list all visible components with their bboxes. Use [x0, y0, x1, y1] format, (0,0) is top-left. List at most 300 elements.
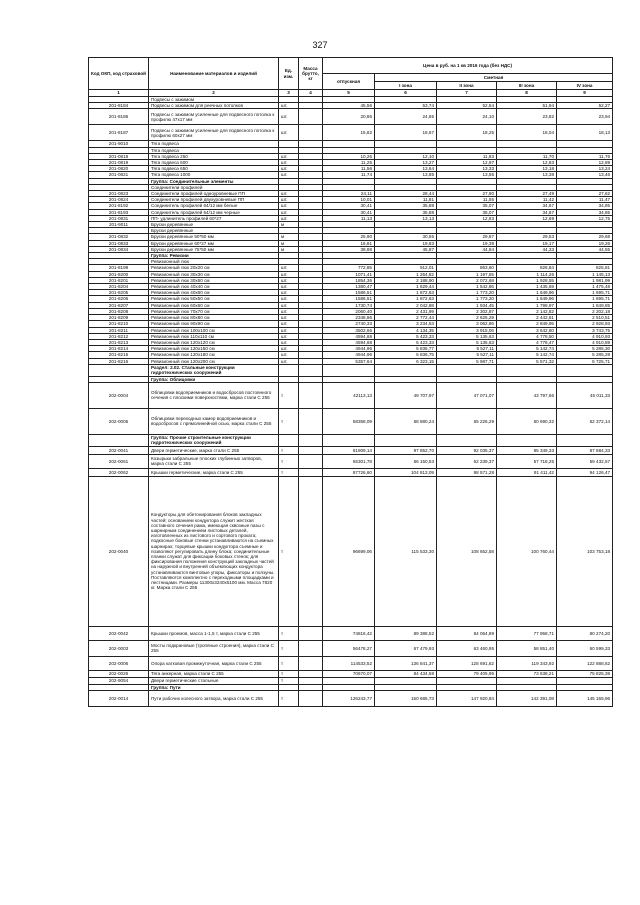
item-zone3-price: 2 142,82 [497, 308, 557, 314]
item-release-price: 1586,51 [323, 296, 375, 302]
item-unit: шт. [279, 209, 299, 215]
column-number: 8 [497, 90, 557, 97]
item-zone3-price: 19,17 [497, 240, 557, 246]
item-code: 202-0005 [89, 408, 149, 434]
item-code: 201-8192 [89, 203, 149, 209]
item-unit: м [279, 240, 299, 246]
item-zone1-price: 3 234,53 [375, 321, 437, 327]
item-name: Ревизионный люк 50х50 см [149, 296, 279, 302]
item-name: Подвесы с зажимом для реечных потолков [149, 103, 279, 109]
item-zone4-price: 11,47 [557, 197, 613, 203]
item-zone2-price: 128 691,62 [437, 656, 497, 670]
item-release-price: 38,88 [323, 246, 375, 252]
item-code: 201-0818 [89, 153, 149, 159]
item-release-price: 16,81 [323, 240, 375, 246]
item-release-price: 4944,96 [323, 352, 375, 358]
item-zone2-price: 92 035,37 [437, 446, 497, 454]
item-unit: шт. [279, 153, 299, 159]
item-name: Раздел: 2.02. Стальные конструкции гидротехнических сооружений [149, 364, 279, 376]
item-name: Ревизионный люк 120х150 см [149, 346, 279, 352]
col-price-header: Цена в руб. на 1 кв 2016 года (без НДС) [323, 58, 613, 74]
item-release-price: 1380,47 [323, 284, 375, 290]
item-release-price: 1586,51 [323, 290, 375, 296]
item-zone3-price: 100 760,44 [497, 476, 557, 626]
item-zone2-price: 98 571,28 [437, 468, 497, 476]
item-zone1-price: 912,01 [375, 265, 437, 271]
item-zone3-price: 4 778,50 [497, 333, 557, 339]
item-zone4-price: 2 510,51 [557, 315, 613, 321]
item-zone3-price: 27,49 [497, 191, 557, 197]
item-zone3-price: 44,33 [497, 246, 557, 252]
item-unit: шт. [279, 327, 299, 333]
item-zone1-price: 35,88 [375, 209, 437, 215]
table-body [89, 90, 613, 707]
item-zone2-price: 35,07 [437, 203, 497, 209]
item-zone2-price: 5 527,11 [437, 346, 497, 352]
col-name-header: Наименование материалов и изделий [149, 58, 279, 90]
item-mass [299, 364, 323, 376]
item-zone4-price [557, 364, 613, 376]
item-code: 201-8199 [89, 265, 149, 271]
item-zone1-price: 5 423,33 [375, 333, 437, 339]
item-zone3-price: 826,84 [497, 265, 557, 271]
item-unit: шт. [279, 103, 299, 109]
item-zone1-price: 18,67 [375, 125, 437, 141]
item-zone3-price [497, 364, 557, 376]
item-zone1-price: 104 813,09 [375, 468, 437, 476]
item-zone2-price: 12,97 [437, 160, 497, 166]
item-zone3-price: 34,67 [497, 209, 557, 215]
item-name: Ревизионный люк [149, 259, 279, 265]
item-release-price: 30,41 [323, 209, 375, 215]
item-mass [299, 468, 323, 476]
item-name: Ревизионный люк 30х60 см [149, 277, 279, 283]
item-code: 202-0062 [89, 468, 149, 476]
item-name: Ревизионный люк 40х60 см [149, 290, 279, 296]
item-zone2-price: 27,80 [437, 191, 497, 197]
item-release-price: 10,26 [323, 153, 375, 159]
item-code: 201-8200 [89, 271, 149, 277]
item-zone2-price: 79 405,95 [437, 670, 497, 677]
item-unit: шт. [279, 197, 299, 203]
item-name: Бруски деревянные [149, 222, 279, 228]
item-zone3-price: 142 391,08 [497, 691, 557, 707]
item-zone1-price: 53,74 [375, 103, 437, 109]
column-number: 7 [437, 90, 497, 97]
item-zone1-price [375, 434, 437, 446]
item-name: Ревизионный люк 110х110 см [149, 333, 279, 339]
item-zone1-price: 5 836,75 [375, 352, 437, 358]
item-code: 201-8193 [89, 209, 149, 215]
item-name: Пути рабочих колесного затвора, марка стали С 255 [149, 691, 279, 707]
item-unit: шт. [279, 166, 299, 172]
item-unit: шт. [279, 346, 299, 352]
item-zone2-price: 19,39 [437, 240, 497, 246]
item-zone3-price: 18,04 [497, 125, 557, 141]
item-zone1-price: 2 188,90 [375, 277, 437, 283]
item-release-price: 1854,36 [323, 277, 375, 283]
item-zone3-price: 3 642,80 [497, 327, 557, 333]
item-zone1-price: 4 134,35 [375, 327, 437, 333]
item-zone4-price: 13,46 [557, 172, 613, 178]
item-zone2-price: 11,83 [437, 153, 497, 159]
item-zone3-price: 12,69 [497, 215, 557, 221]
col-unit-header: Ед. изм. [279, 58, 299, 90]
item-zone3-price: 5 571,32 [497, 358, 557, 364]
item-zone2-price: 44,84 [437, 246, 497, 252]
item-code: 201-8201 [89, 277, 149, 283]
item-zone4-price: 103 753,18 [557, 476, 613, 626]
item-mass [299, 454, 323, 468]
table-row [89, 670, 613, 677]
item-zone3-price [497, 434, 557, 446]
item-zone1-price: 28,44 [375, 191, 437, 197]
item-zone2-price: 18,25 [437, 125, 497, 141]
col-zone3-header: III зона [497, 82, 557, 90]
item-code: 202-0040 [89, 476, 149, 626]
item-zone2-price: 2 302,87 [437, 308, 497, 314]
item-release-price: 3502,66 [323, 327, 375, 333]
item-mass [299, 640, 323, 656]
item-unit: т [279, 656, 299, 670]
item-name: Ревизионный люк 120х120 см [149, 339, 279, 345]
column-number: 2 [149, 90, 279, 97]
item-code: 201-8204 [89, 284, 149, 290]
item-release-price: 2740,33 [323, 321, 375, 327]
item-unit: м [279, 234, 299, 240]
item-zone3-price: 11,70 [497, 153, 557, 159]
item-unit: шт. [279, 109, 299, 125]
item-zone3-price: 12,83 [497, 160, 557, 166]
table-row [89, 656, 613, 670]
item-name: Ревизионный люк 60х60 см [149, 302, 279, 308]
item-zone3-price: 5 142,74 [497, 346, 557, 352]
table-row [89, 125, 613, 141]
item-zone3-price: 73 638,21 [497, 670, 557, 677]
item-release-price: 87726,60 [323, 468, 375, 476]
item-zone2-price: 29,87 [437, 234, 497, 240]
item-zone2-price [437, 434, 497, 446]
item-zone4-price: 62 372,14 [557, 408, 613, 434]
item-unit: шт. [279, 358, 299, 364]
item-zone1-price: 6 323,15 [375, 358, 437, 364]
item-zone4-price: 44,55 [557, 246, 613, 252]
item-code: 202-0042 [89, 626, 149, 640]
section-row [89, 364, 613, 376]
item-zone2-price: 5 135,63 [437, 339, 497, 345]
col-mass-header: Масса брутто, кг [299, 58, 323, 90]
col-release-header: отпускная [323, 74, 375, 90]
item-release-price: 10,01 [323, 197, 375, 203]
item-zone2-price: 2 625,29 [437, 315, 497, 321]
item-zone4-price: 1 475,48 [557, 284, 613, 290]
item-zone4-price [557, 677, 613, 684]
item-name: Ревизионный люк 40х40 см [149, 284, 279, 290]
item-unit: шт. [279, 265, 299, 271]
item-zone2-price: 1 773,20 [437, 290, 497, 296]
item-zone3-price: 2 442,81 [497, 315, 557, 321]
item-zone1-price: 2 431,99 [375, 308, 437, 314]
item-zone4-price: 23,94 [557, 109, 613, 125]
item-zone2-price: 52,54 [437, 103, 497, 109]
item-zone2-price: 35,07 [437, 209, 497, 215]
item-zone2-price: 11,55 [437, 197, 497, 203]
item-code: 201-0824 [89, 197, 149, 203]
item-release-price: 11,13 [323, 215, 375, 221]
item-code: 201-8215 [89, 352, 149, 358]
item-zone2-price: 1 773,20 [437, 296, 497, 302]
item-zone1-price: 12,10 [375, 153, 437, 159]
table-row [89, 476, 613, 626]
item-zone4-price: 2 202,18 [557, 308, 613, 314]
item-mass [299, 656, 323, 670]
item-name: Мосты подкрановые (тропяные строения), марка стали С 255 [149, 640, 279, 656]
item-code [89, 364, 149, 376]
item-code: 201-0833 [89, 240, 149, 246]
item-release-price: 56478,27 [323, 640, 375, 656]
item-release-price: 1730,74 [323, 302, 375, 308]
item-zone3-price: 77 958,71 [497, 626, 557, 640]
item-release-price: 70670,07 [323, 670, 375, 677]
col-code-header: Код ОКП, код страховой [89, 58, 149, 90]
item-zone1-price: 24,65 [375, 109, 437, 125]
item-zone3-price: 11,42 [497, 197, 557, 203]
item-zone3-price: 58 851,40 [497, 640, 557, 656]
item-zone4-price: 2 928,93 [557, 321, 613, 327]
item-zone2-price: 47 071,07 [437, 382, 497, 408]
item-release-price: 58358,09 [323, 408, 375, 434]
item-zone1-price: 49 707,97 [375, 382, 437, 408]
item-release-price: 24,11 [323, 191, 375, 197]
item-unit: шт. [279, 290, 299, 296]
item-zone4-price: 11,76 [557, 153, 613, 159]
item-code: 202-0041 [89, 446, 149, 454]
item-zone2-price: 108 652,58 [437, 476, 497, 626]
item-name: Ревизионный люк 80х80 см [149, 315, 279, 321]
item-code: 201-8184 [89, 103, 149, 109]
item-release-price [323, 677, 375, 684]
item-code: 201-9010 [89, 141, 149, 147]
item-zone1-price: 5 836,77 [375, 346, 437, 352]
item-name: Опора катковая промежуточная, марка стали С 255 [149, 656, 279, 670]
item-zone4-price: 5 725,71 [557, 358, 613, 364]
item-zone2-price: 5 527,11 [437, 352, 497, 358]
item-release-price: 55301,78 [323, 454, 375, 468]
item-zone2-price: 12,83 [437, 215, 497, 221]
item-name: Ревизионный люк 120х180 см [149, 352, 279, 358]
item-name: Кондукторы для обетонирования блоков закладных частей; основанием кондуктора служит жесткая составного сечения рама, имеющая сквозные пазы с шарнирным соединением листовых деталей, изготовленных из листового и сортового проката; подкосные боковые стенки устанавливаются на съемных шарнирах; торцевые крышки кондуктора съемные и позволяют регулировать длину блока; соединительные планки служат для фиксации боковых стенок; для фиксирования положения конструкций закладных частей на наружной и внутренней объемлющих кондуктора устанавливаются винтовые упоры, фиксаторы и ползуны. Поставляются комплектно с переходными площадками и лестницами. Размеры 11300х3240х5100 мм. Масса 7820 кг. Марка стали С 255 [149, 476, 279, 626]
col-zone4-header: IV зона [557, 82, 613, 90]
item-name: Ревизионный люк 30х30 см [149, 271, 279, 277]
item-code: 201-8211 [89, 327, 149, 333]
item-name: Группа: Соединительные элементы [149, 178, 279, 184]
table-row [89, 677, 613, 684]
item-zone4-price: 60 599,33 [557, 640, 613, 656]
table-row [89, 382, 613, 408]
item-unit: шт. [279, 215, 299, 221]
item-zone3-price: 51,94 [497, 103, 557, 109]
item-name: Тяга подвеса 650 [149, 166, 279, 172]
item-name: Ревизионный люк 20х20 см [149, 265, 279, 271]
item-unit: т [279, 476, 299, 626]
item-release-price [323, 364, 375, 376]
item-name: Облицовки переходных камер водоприемников и водосбросов с прямолинейной осью, марка стали С 255 [149, 408, 279, 434]
item-zone2-price: 1 197,55 [437, 271, 497, 277]
item-release-price: 4594,68 [323, 339, 375, 345]
table-row [89, 626, 613, 640]
item-name: Бруски деревянные 75*50 мм [149, 246, 279, 252]
item-zone4-price: 4 910,93 [557, 333, 613, 339]
item-zone2-price: 63 460,95 [437, 640, 497, 656]
item-unit: т [279, 640, 299, 656]
item-code: 201-8216 [89, 358, 149, 364]
item-zone1-price: 19,83 [375, 240, 437, 246]
item-zone1-price: 30,55 [375, 234, 437, 240]
item-unit: шт. [279, 333, 299, 339]
item-unit: т [279, 446, 299, 454]
item-zone1-price: 45,87 [375, 246, 437, 252]
item-zone2-price: 3 915,06 [437, 327, 497, 333]
item-unit: шт. [279, 339, 299, 345]
item-zone3-price: 2 849,95 [497, 321, 557, 327]
item-name: Ревизионный люк 120х200 см [149, 358, 279, 364]
item-zone3-price: 1 799,97 [497, 302, 557, 308]
item-zone4-price: 825,81 [557, 265, 613, 271]
item-zone1-price [375, 364, 437, 376]
item-code: 202-0006 [89, 656, 149, 670]
item-mass [299, 408, 323, 434]
item-zone4-price: 1 849,85 [557, 302, 613, 308]
column-number: 3 [279, 90, 299, 97]
item-zone2-price: 1 542,86 [437, 284, 497, 290]
item-zone3-price: 1 649,96 [497, 290, 557, 296]
item-zone1-price: 89 388,52 [375, 626, 437, 640]
item-zone3-price: 13,18 [497, 166, 557, 172]
table-row [89, 454, 613, 468]
item-name: Группа: Пути [149, 684, 279, 690]
item-name: Ревизионный люк 70х70 см [149, 308, 279, 314]
item-code: 201-8208 [89, 308, 149, 314]
item-name: Бруски деревянные 60*27 мм [149, 240, 279, 246]
item-zone3-price: 29,53 [497, 234, 557, 240]
item-code: 201-8212 [89, 333, 149, 339]
item-unit: м [279, 222, 299, 228]
item-zone4-price: 19,26 [557, 240, 613, 246]
item-release-price: 30,41 [323, 203, 375, 209]
item-code: 201-8186 [89, 109, 149, 125]
item-release-price: 2348,86 [323, 315, 375, 321]
item-release-price: 4944,96 [323, 346, 375, 352]
item-release-price: 11,74 [323, 172, 375, 178]
item-zone1-price: 2 772,44 [375, 315, 437, 321]
item-name: Группа: Облицовки [149, 376, 279, 382]
item-code: 202-0061 [89, 454, 149, 468]
item-name: Крышки проемов, масса 1-1,5 т, марка стали С 255 [149, 626, 279, 640]
item-zone3-price: 4 778,47 [497, 339, 557, 345]
col-zone2-header: II зона [437, 82, 497, 90]
item-zone3-price: 1 435,69 [497, 284, 557, 290]
column-numbers-row [89, 90, 613, 97]
item-zone2-price [437, 364, 497, 376]
item-name: Тяга подвеса [149, 147, 279, 153]
item-zone3-price: 119 343,92 [497, 656, 557, 670]
item-zone3-price: 85 349,33 [497, 446, 557, 454]
item-mass [299, 125, 323, 141]
item-name: Тяга подвеса 250 [149, 153, 279, 159]
item-unit: шт. [279, 321, 299, 327]
item-release-price: 772,85 [323, 265, 375, 271]
item-zone1-price: 2 042,88 [375, 302, 437, 308]
item-name: Тяга подвеса 1000 [149, 172, 279, 178]
item-zone1-price: 13,85 [375, 172, 437, 178]
section-row [89, 434, 613, 446]
item-zone3-price [497, 677, 557, 684]
item-release-price: 126243,77 [323, 691, 375, 707]
item-code: 202-0026 [89, 670, 149, 677]
item-zone4-price: 18,13 [557, 125, 613, 141]
item-zone4-price: 1 145,13 [557, 271, 613, 277]
item-name: Ревизионный люк 100х100 см [149, 327, 279, 333]
item-zone1-price: 1 629,44 [375, 284, 437, 290]
item-name: Подвесы с зажимом усиленные для подвесного потолка к профилю 47х17 мм [149, 109, 279, 125]
column-number: 6 [375, 90, 437, 97]
item-unit: шт. [279, 302, 299, 308]
item-unit [279, 364, 299, 376]
item-zone4-price: 94 126,47 [557, 468, 613, 476]
item-mass [299, 109, 323, 125]
item-zone4-price: 1 981,99 [557, 277, 613, 283]
item-unit: шт. [279, 308, 299, 314]
item-unit: шт. [279, 296, 299, 302]
item-zone4-price: 80 274,20 [557, 626, 613, 640]
item-name: Соединители профилей [149, 184, 279, 190]
item-unit: шт. [279, 191, 299, 197]
item-unit: шт. [279, 203, 299, 209]
item-zone4-price: 45 011,33 [557, 382, 613, 408]
item-zone2-price: 13,55 [437, 172, 497, 178]
item-zone4-price: 1 695,71 [557, 290, 613, 296]
column-number: 4 [299, 90, 323, 97]
item-zone4-price: 4 910,89 [557, 339, 613, 345]
item-zone1-price: 5 423,33 [375, 339, 437, 345]
item-name: Двери герметические стальные [149, 677, 279, 684]
table-row [89, 468, 613, 476]
item-code: 201-8209 [89, 315, 149, 321]
item-zone4-price: 87 884,33 [557, 446, 613, 454]
item-name: Подвесы с зажимом усиленные для подвесного потолка к профилю 60х27 мм [149, 125, 279, 141]
column-number: 5 [323, 90, 375, 97]
item-code: 201-0834 [89, 246, 149, 252]
item-unit: т [279, 691, 299, 707]
item-code: 201-8214 [89, 346, 149, 352]
item-unit: шт. [279, 277, 299, 283]
item-zone4-price: 5 285,28 [557, 352, 613, 358]
item-zone3-price: 43 797,66 [497, 382, 557, 408]
item-mass [299, 691, 323, 707]
item-mass [299, 476, 323, 626]
item-code: 202-9054 [89, 677, 149, 684]
page-number: 327 [312, 40, 328, 50]
item-zone1-price: 84 434,58 [375, 670, 437, 677]
item-code: 201-0819 [89, 160, 149, 166]
item-release-price: 15,82 [323, 125, 375, 141]
item-code: 201-8206 [89, 296, 149, 302]
item-zone1-price: 150 685,73 [375, 691, 437, 707]
item-zone3-price: 5 142,74 [497, 352, 557, 358]
item-zone4-price: 145 155,96 [557, 691, 613, 707]
item-release-price: 81909,14 [323, 446, 375, 454]
table-row [89, 446, 613, 454]
